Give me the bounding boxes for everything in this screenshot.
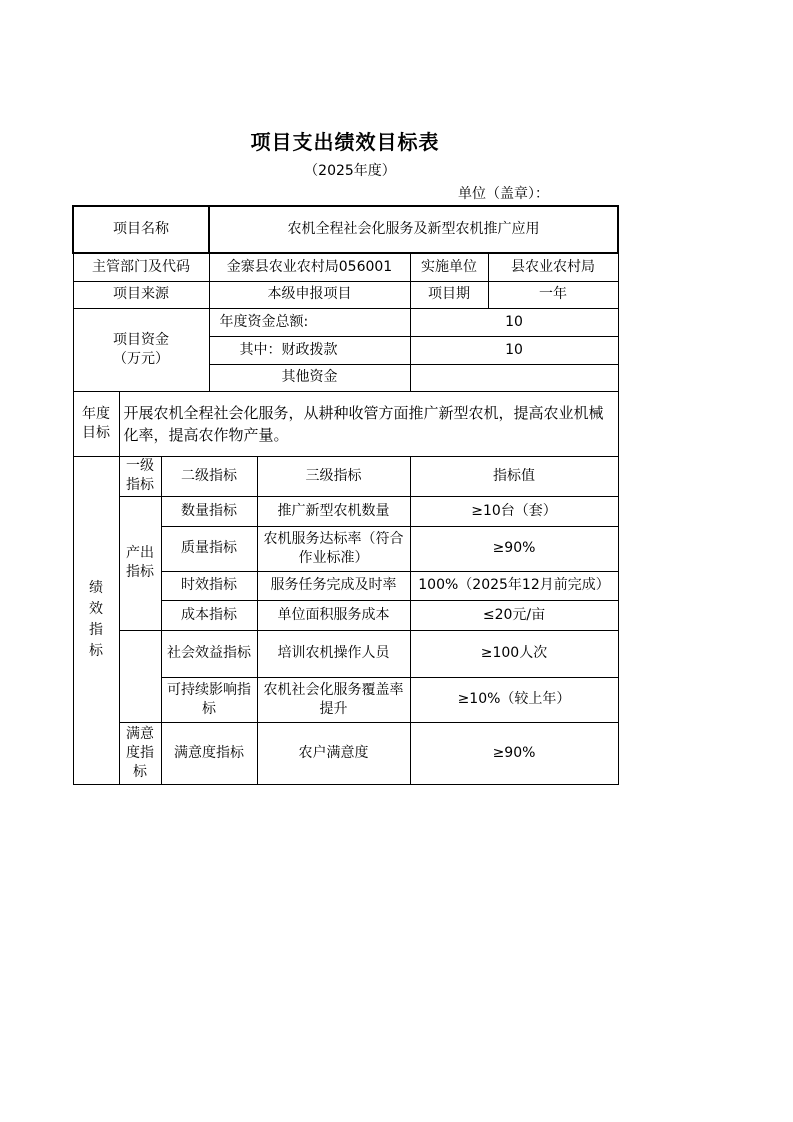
project-name-value: 农机全程社会化服务及新型农机推广应用: [209, 206, 618, 253]
indicator-row: [73, 722, 618, 784]
header-level2: 二级指标: [161, 456, 257, 496]
indicator-level2: 成本指标: [161, 600, 257, 630]
annual-goal-label: 年度 目标: [73, 391, 119, 456]
implementing-unit-value: 县农业农村局: [488, 253, 618, 281]
indicator-row: [73, 496, 618, 526]
indicator-value: ≤20元/亩: [410, 600, 618, 630]
project-fund-label: 项目资金 （万元）: [73, 308, 209, 391]
project-period-value: 一年: [488, 281, 618, 308]
indicator-value: ≥100人次: [410, 630, 618, 677]
implementing-unit-label: 实施单位: [410, 253, 488, 281]
indicator-value: ≥90%: [410, 722, 618, 784]
project-period-label: 项目期: [410, 281, 488, 308]
indicator-value: 100%（2025年12月前完成）: [410, 571, 618, 600]
satisfaction-indicators-label: 满意 度指 标: [119, 722, 161, 784]
benefit-indicators-label: [119, 630, 161, 722]
unit-seal-label: 单位（盖章）：: [458, 186, 549, 202]
annual-goal-row: [73, 391, 618, 456]
project-source-label: 项目来源: [73, 281, 209, 308]
project-name-label: 项目名称: [73, 206, 209, 253]
output-indicators-label: 产出 指标: [119, 496, 161, 630]
indicator-level2: 社会效益指标: [161, 630, 257, 677]
indicator-row: [73, 630, 618, 677]
department-value: 金寨县农业农村局056001: [209, 253, 410, 281]
indicator-value: ≥10%（较上年）: [410, 677, 618, 722]
fund-fiscal-label: 其中：财政拨款: [209, 336, 410, 364]
project-source-value: 本级申报项目: [209, 281, 410, 308]
performance-target-table: [72, 205, 619, 785]
indicator-value: ≥90%: [410, 526, 618, 571]
indicator-level3: 农机社会化服务覆盖率提升: [257, 677, 410, 722]
fund-other-value: [410, 364, 618, 391]
fiscal-year: （2025年度）: [304, 163, 396, 179]
fund-total-row: [73, 308, 618, 336]
annual-goal-text: 开展农机全程社会化服务，从耕种收管方面推广新型农机，提高农业机械化率，提高农作物产量。: [119, 391, 618, 456]
department-label: 主管部门及代码: [73, 253, 209, 281]
indicator-level3: 服务任务完成及时率: [257, 571, 410, 600]
indicator-level2: 时效指标: [161, 571, 257, 600]
indicator-level2: 质量指标: [161, 526, 257, 571]
indicator-level2: 数量指标: [161, 496, 257, 526]
indicator-level3: 培训农机操作人员: [257, 630, 410, 677]
fund-fiscal-value: 10: [410, 336, 618, 364]
header-value: 指标值: [410, 456, 618, 496]
indicator-level3: 农户满意度: [257, 722, 410, 784]
fund-other-label: 其他资金: [209, 364, 410, 391]
fund-total-value: 10: [410, 308, 618, 336]
indicator-level3: 农机服务达标率（符合作业标准）: [257, 526, 410, 571]
fund-total-label: 年度资金总额:: [209, 308, 410, 336]
header-level3: 三级指标: [257, 456, 410, 496]
project-name-row: [73, 206, 618, 253]
department-row: [73, 253, 618, 281]
indicator-header-row: [73, 456, 618, 496]
indicator-value: ≥10台（套）: [410, 496, 618, 526]
indicator-level3: 推广新型农机数量: [257, 496, 410, 526]
indicator-level2: 满意度指标: [161, 722, 257, 784]
indicator-level3: 单位面积服务成本: [257, 600, 410, 630]
page-title: 项目支出绩效目标表: [250, 130, 440, 154]
header-level1: 一级 指标: [119, 456, 161, 496]
indicator-level2: 可持续影响指标: [161, 677, 257, 722]
performance-indicators-label: 绩 效 指 标: [73, 456, 119, 784]
source-row: [73, 281, 618, 308]
